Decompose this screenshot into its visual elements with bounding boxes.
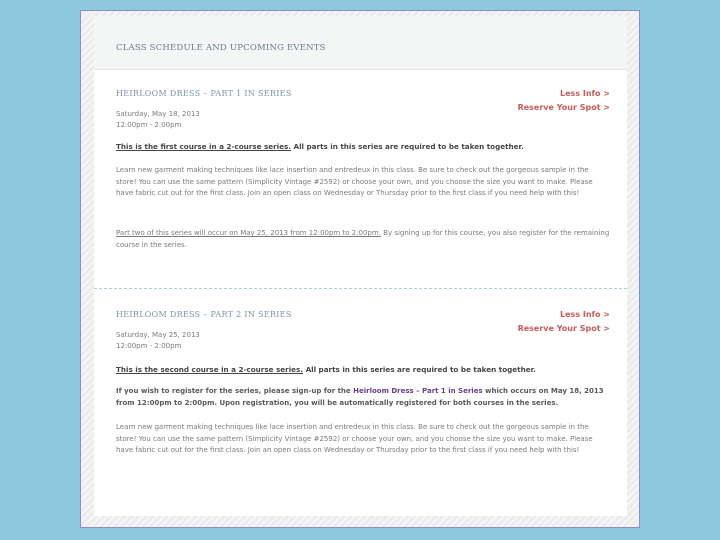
event-title: HEIRLOOM DRESS – PART 2 IN SERIES [116,310,292,319]
event-description: Learn new garment making techniques like lace insertion and entredeux in this class. Be sure to check out the gorgeous sample in the store! You can use the same pattern (Simplicity Vintage #2592) or choose your own, and you choose the size you want to make. Please have fabric cut out for the first class. Join an open class on Wednesday or Thursday prior to the first class if you need help with this! [116,423,593,454]
series-notice-underlined: This is the second course in a 2-course series. [116,365,304,374]
series-notice-underlined: This is the first course in a 2-course series. [116,142,292,151]
event-description: Learn new garment making techniques like lace insertion and entredeux in this class. Be sure to check out the gorgeous sample in the store! You can use the same pattern (Simplicity Vintage #2592) or choose your own, and you choose the size you want to make. Please have fabric cut out for the first class. Join an open class on Wednesday or Thursday prior to the first class if you need help with this! [116,166,593,197]
series-notice [116,364,536,376]
registration-note-before: If you wish to register for the series, please sign-up for the [116,387,354,395]
registration-note-after: which occurs on May 18, 2013 from 12:00pm to 2:00pm. Upon registration, you will be automatically registered for both courses in the series. [116,387,604,407]
less-info-link[interactable]: Less Info > [560,89,610,98]
part-1-series-link[interactable]: Heirloom Dress – Part 1 in Series [353,387,483,395]
event-time: 12:00pm - 2:00pm [116,121,182,129]
reserve-spot-link[interactable]: Reserve Your Spot > [517,324,610,333]
section-header [94,16,627,70]
event-date: Saturday, May 25, 2013 [116,331,200,339]
followup-underlined: Part two of this series will occur on May 25, 2013 from 12:00pm to 2:00pm. [116,229,381,237]
page-title: CLASS SCHEDULE AND UPCOMING EVENTS [116,43,326,53]
followup-rest: By signing up for this course, you also register for the remaining course in the series. [116,229,610,249]
registration-note [116,386,610,409]
reserve-spot-link[interactable]: Reserve Your Spot > [517,103,610,112]
less-info-link[interactable]: Less Info > [560,310,610,319]
series-notice-rest: All parts in this series are required to be taken together. [291,142,524,151]
series-followup [116,228,610,251]
page-frame [80,10,640,528]
event-date: Saturday, May 18, 2013 [116,110,200,118]
event-time: 12:00pm - 2:00pm [116,342,182,350]
series-notice [116,141,524,153]
series-notice-rest: All parts in this series are required to be taken together. [303,365,536,374]
event-divider [94,288,627,289]
content-panel [94,16,627,516]
event-title: HEIRLOOM DRESS – PART 1 IN SERIES [116,89,292,98]
